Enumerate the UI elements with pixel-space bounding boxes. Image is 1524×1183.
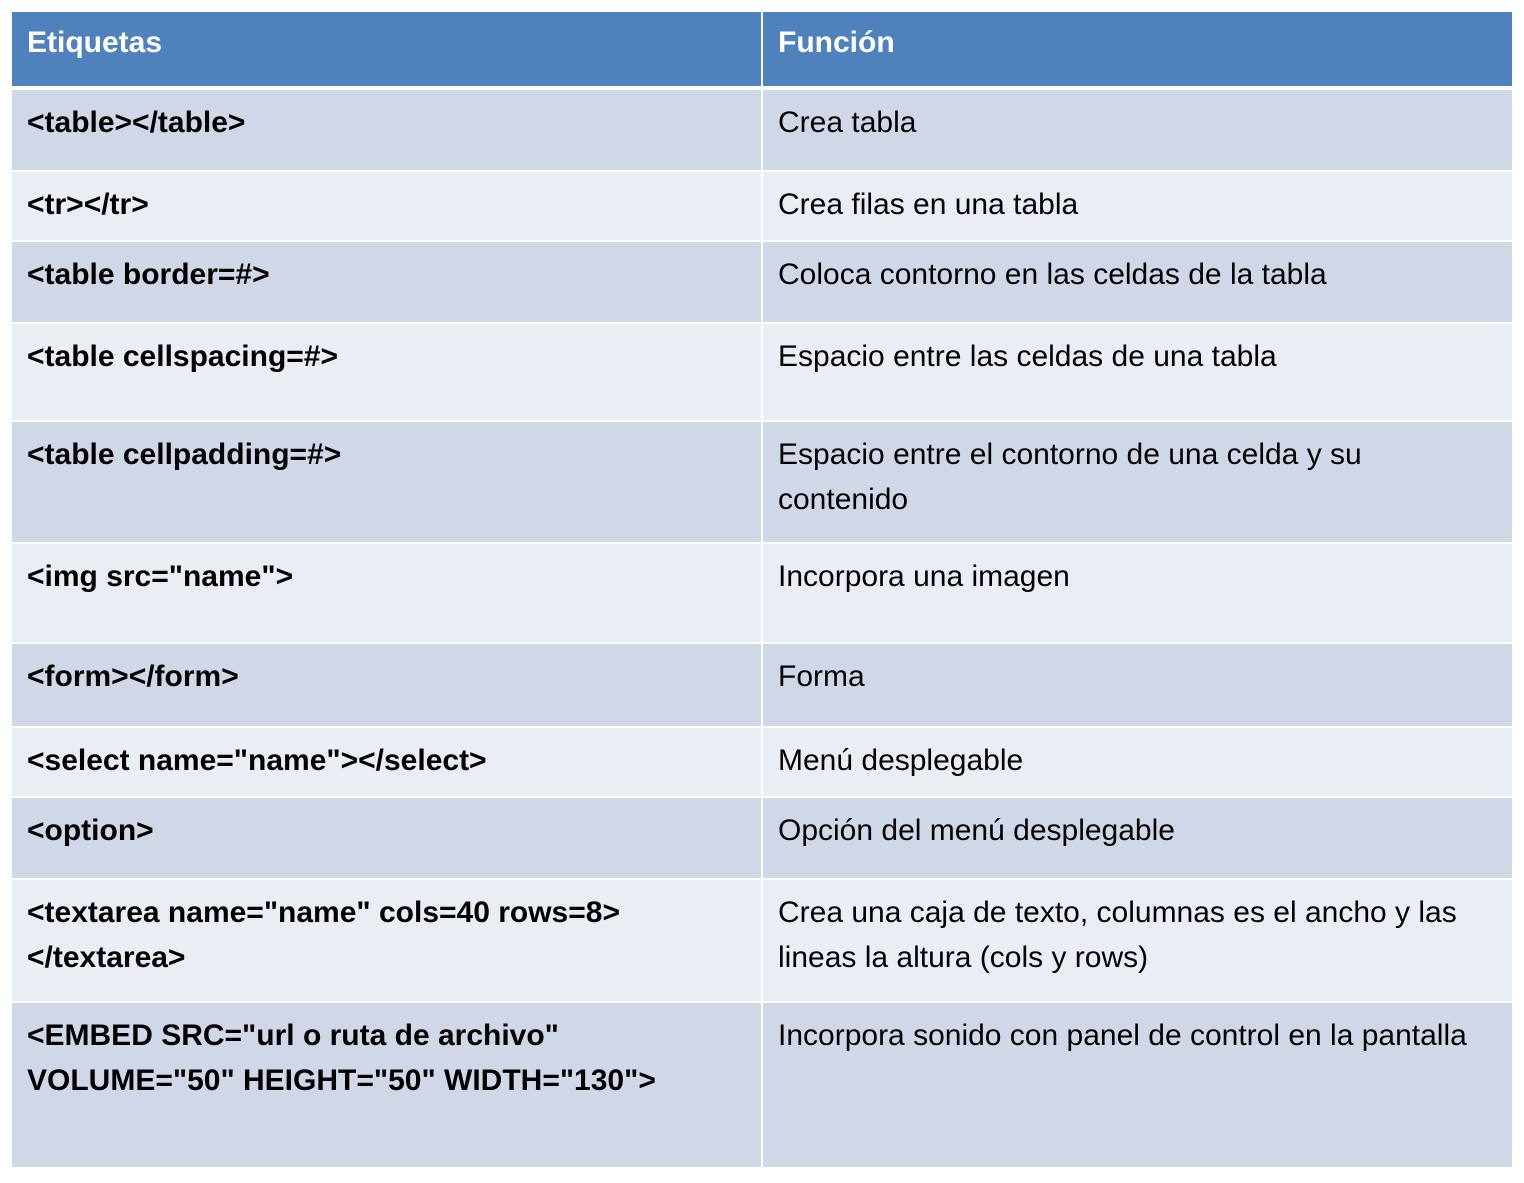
table-row (12, 323, 1512, 421)
function-cell: Crea tabla (762, 88, 1512, 171)
tag-cell: <table border=#> (12, 241, 762, 323)
function-cell: Incorpora sonido con panel de control en la pantalla (762, 1002, 1512, 1167)
header-funcion: Función (762, 12, 1512, 88)
table-row (12, 241, 1512, 323)
tag-cell: <select name="name"></select> (12, 727, 762, 797)
function-cell: Incorpora una imagen (762, 543, 1512, 643)
table-row (12, 797, 1512, 879)
table-row (12, 879, 1512, 1002)
tag-cell: <EMBED SRC="url o ruta de archivo" VOLUME="50" HEIGHT="50" WIDTH="130"> (12, 1002, 762, 1167)
table-row (12, 88, 1512, 171)
function-cell: Crea una caja de texto, columnas es el ancho y las lineas la altura (cols y rows) (762, 879, 1512, 1002)
function-cell: Espacio entre el contorno de una celda y su contenido (762, 421, 1512, 543)
header-etiquetas: Etiquetas (12, 12, 762, 88)
table-row (12, 171, 1512, 241)
function-cell: Coloca contorno en las celdas de la tabla (762, 241, 1512, 323)
function-cell: Opción del menú desplegable (762, 797, 1512, 879)
tag-cell: <table></table> (12, 88, 762, 171)
table-row (12, 543, 1512, 643)
tag-cell: <img src="name"> (12, 543, 762, 643)
tags-table (12, 12, 1512, 1167)
table-header-row (12, 12, 1512, 88)
tag-cell: <table cellpadding=#> (12, 421, 762, 543)
function-cell: Espacio entre las celdas de una tabla (762, 323, 1512, 421)
function-cell: Forma (762, 643, 1512, 727)
tag-cell: <table cellspacing=#> (12, 323, 762, 421)
tag-cell: <textarea name="name" cols=40 rows=8></textarea> (12, 879, 762, 1002)
table-row (12, 421, 1512, 543)
table-row (12, 1002, 1512, 1167)
function-cell: Crea filas en una tabla (762, 171, 1512, 241)
function-cell: Menú desplegable (762, 727, 1512, 797)
table-row (12, 643, 1512, 727)
table-row (12, 727, 1512, 797)
tag-cell: <form></form> (12, 643, 762, 727)
tag-cell: <option> (12, 797, 762, 879)
tag-cell: <tr></tr> (12, 171, 762, 241)
